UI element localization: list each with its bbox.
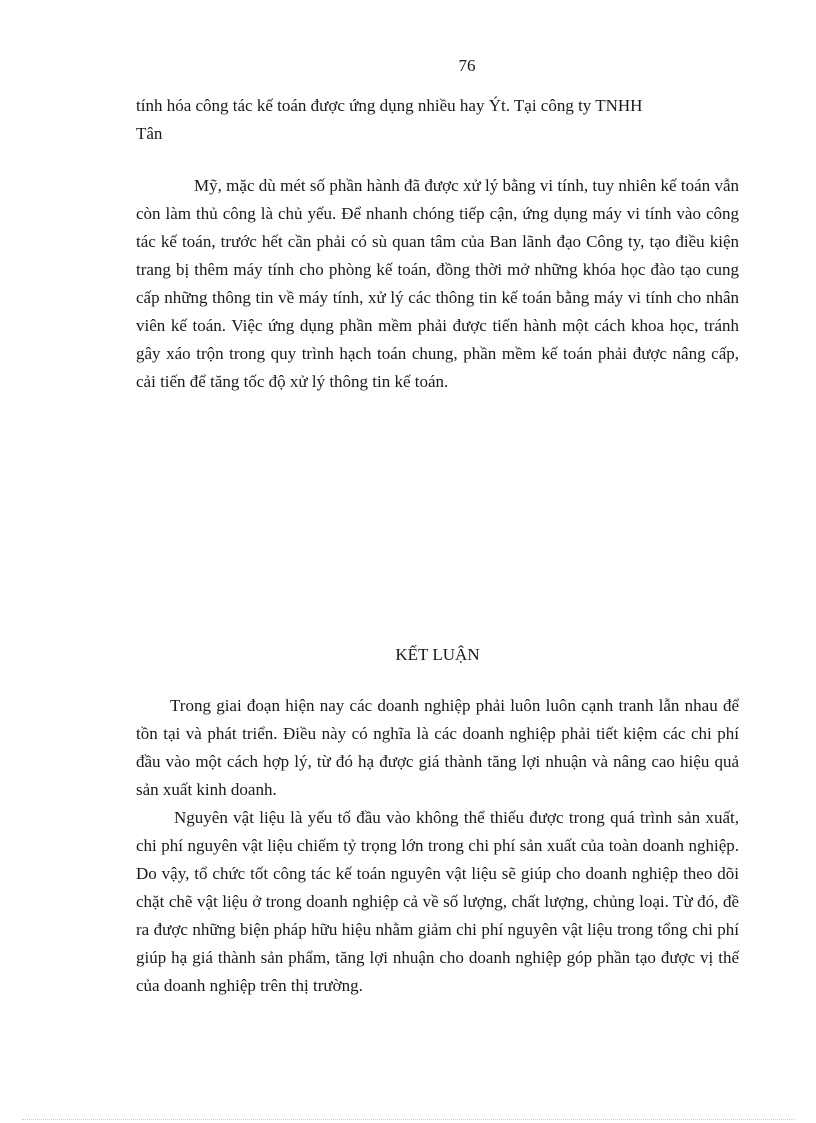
intro-text bbox=[136, 92, 739, 148]
intro-line-1: tính hóa công tác kế toán được ứng dụng nhiều hay Ýt. Tại công ty TNHH bbox=[136, 96, 643, 115]
intro-line-2: Tân bbox=[136, 124, 163, 143]
conclusion-paragraph-1: Trong giai đoạn hiện nay các doanh nghiệp phải luôn luôn cạnh tranh lẫn nhau để tồn tại và phát triển. Điều này có nghĩa là các doanh nghiệp phải tiết kiệm các chi phí đầu vào một cách hợp lý, từ đó hạ được giá thành tăng lợi nhuận và nâng cao hiệu quả sản xuất kinh doanh. bbox=[136, 696, 739, 799]
page-number: 76 bbox=[458, 56, 476, 75]
body-paragraph: Mỹ, mặc dù mét số phần hành đã được xử lý bằng vi tính, tuy nhiên kế toán vẫn còn làm thủ công là chủ yếu. Để nhanh chóng tiếp cận, ứng dụng máy vi tính vào công tác kế toán, trước hết cần phải có sù quan tâm của Ban lãnh đạo Công ty, tạo điều kiện trang bị thêm máy tính cho phòng kế toán, đồng thời mở những khóa học đào tạo cung cấp những thông tin về máy tính, xử lý các thông tin kế toán bằng máy vi tính cho nhân viên kế toán. Việc ứng dụng phần mềm phải được tiến hành một cách khoa học, tránh gây xáo trộn trong quy trình hạch toán chung, phần mềm kế toán phải được nâng cấp, cải tiến để tăng tốc độ xử lý thông tin kế toán. bbox=[136, 176, 739, 391]
page-bottom-divider bbox=[22, 1119, 794, 1120]
body-section bbox=[136, 172, 739, 396]
conclusion-section bbox=[136, 692, 739, 1000]
conclusion-paragraph-2: Nguyên vật liệu là yếu tố đầu vào không thể thiếu được trong quá trình sản xuất, chi phí nguyên vật liệu chiếm tỷ trọng lớn trong chi phí sản xuất của toàn doanh nghiệp. Do vậy, tổ chức tốt công tác kế toán nguyên vật liệu sẽ giúp cho doanh nghiệp theo dõi chặt chẽ vật liệu ở trong doanh nghiệp cả về số lượng, chất lượng, chủng loại. Từ đó, đề ra được những biện pháp hữu hiệu nhằm giảm chi phí nguyên vật liệu trong tổng chi phí giúp hạ giá thành sản phẩm, tăng lợi nhuận cho doanh nghiệp góp phần tạo được vị thế của doanh nghiệp trên thị trường. bbox=[136, 808, 739, 995]
conclusion-heading: KẾT LUẬN bbox=[395, 645, 480, 664]
